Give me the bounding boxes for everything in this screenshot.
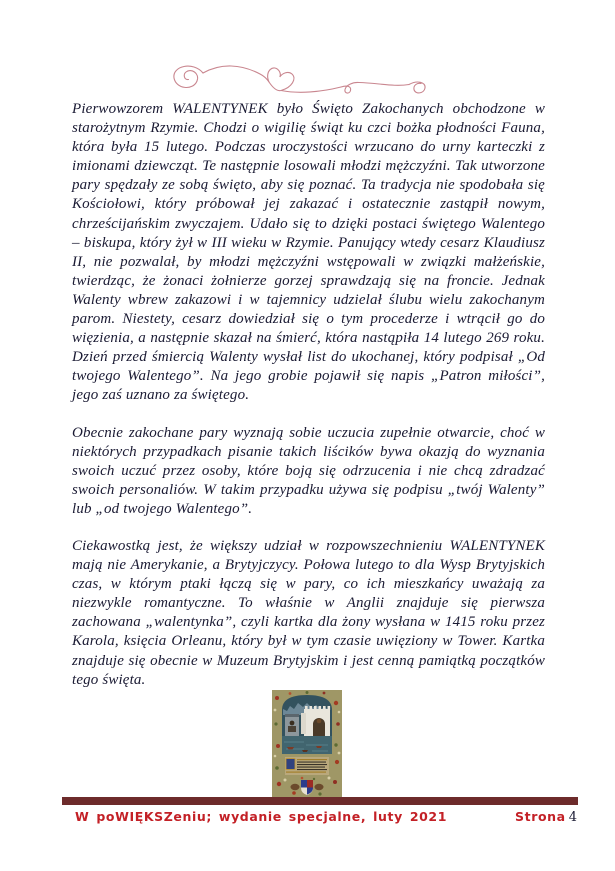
heart-swirl-flourish-icon	[163, 54, 445, 100]
article-body	[72, 100, 545, 708]
page-label: Strona	[515, 809, 566, 824]
page-number: 4	[568, 810, 577, 825]
newsletter-title: W poWIĘKSZeniu; wydanie specjalne, luty 2021	[75, 809, 448, 824]
article-paragraph-2: Obecnie zakochane pary wyznają sobie uczucia zupełnie otwarcie, choć w niektórych przypadkach pisanie takich liścików bywa okazją do wyznania swoich uczuć przez osoby, które boją się odrzucenia i nie chcą zdradzać swoich personaliów. W takim przypadku używa się podpisu „twój Walenty” lub „od twojego Walentego”.	[72, 424, 545, 517]
page-footer	[75, 809, 577, 825]
illuminated-manuscript-image	[272, 690, 342, 798]
article-paragraph-3: Ciekawostką jest, że większy udział w rozpowszechnieniu WALENTYNEK mają nie Amerykanie, a Brytyjczycy. Połowa lutego to dla Wysp Brytyjskich czas, w którym ptaki łączą się w pary, co ich mieszkańcy uważają za niezwykle romantyczne. To właśnie w Anglii znajduje się pierwsza zachowana „walentynka”, czyli kartka dla żony wysłana w 1415 roku przez Karola, księcia Orleanu, który był w tym czasie uwięziony w Tower. Kartka znajduje się obecnie w Muzeum Brytyjskim i jest cenną pamiątką początków tego święta.	[72, 537, 545, 688]
article-paragraph-1: Pierwowzorem WALENTYNEK było Święto Zakochanych obchodzone w starożytnym Rzymie. Chodzi o wigilię świąt ku czci bożka płodności Fauna, która była 15 lutego. Podczas uroczystości wrzucano do urny karteczki z imionami dziewcząt. Te następnie losowali młodzi mężczyźni. Tak utworzone pary spędzały ze sobą święto, aby się poznać. Ta tradycja nie spodobała się Kościołowi, który próbował jej zakazać i ostatecznie zastąpił nowym, chrześcijańskim zwyczajem. Udało się to dzięki postaci świętego Walentego – biskupa, który żył w III wieku w Rzymie. Panujący wtedy cesarz Klaudiusz II, nie pozwalał, by młodzi mężczyźni wstępowali w związki małżeńskie, twierdząc, że żonaci żołnierze gorzej sprawdzają się na froncie. Jednak Walenty wbrew zakazowi i w tajemnicy udzielał ślubu wielu zakochanym parom. Niestety, cesarz dowiedział się o tym procederze i wtrącił go do więzienia, a następnie skazał na śmierć, która nastąpiła 14 lutego 269 roku. Dzień przed śmiercią Walenty wysłał list do ukochanej, który podpisał „Od twojego Walentego”. Na jego grobie pojawił się napis „Patron miłości”, jego zaś uznano za świętego.	[72, 101, 545, 404]
footer-divider-bar	[62, 797, 578, 805]
page-indicator	[515, 809, 577, 825]
